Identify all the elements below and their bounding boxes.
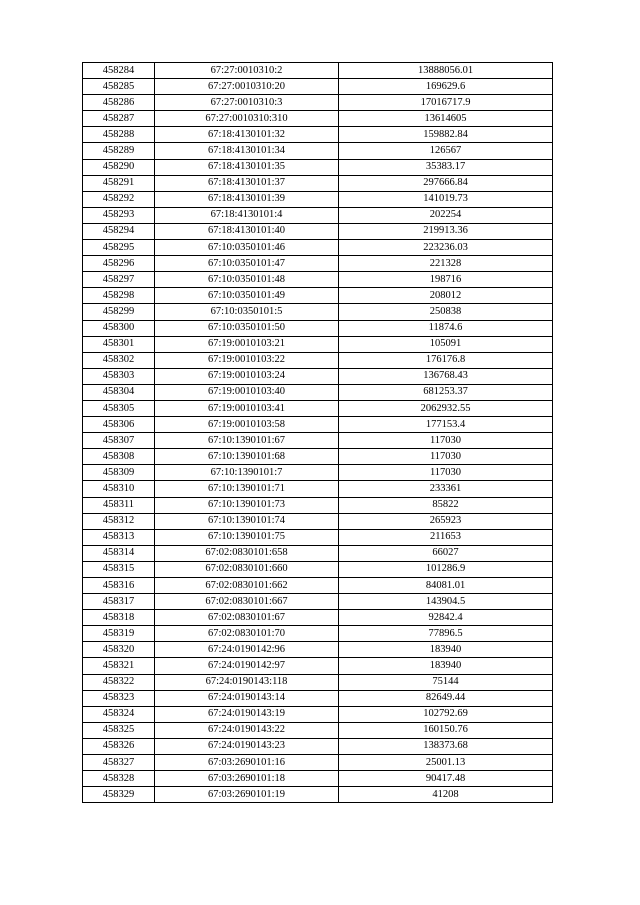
cadastral-number-cell: 67:27:0010310:310 xyxy=(155,111,339,127)
value-cell: 126567 xyxy=(339,143,553,159)
row-number-cell: 458310 xyxy=(83,481,155,497)
cadastral-number-cell: 67:10:1390101:71 xyxy=(155,481,339,497)
table-row xyxy=(83,272,553,288)
row-number-cell: 458316 xyxy=(83,578,155,594)
table-row xyxy=(83,738,553,754)
table-row xyxy=(83,690,553,706)
value-cell: 136768.43 xyxy=(339,368,553,384)
table-row xyxy=(83,191,553,207)
row-number-cell: 458319 xyxy=(83,626,155,642)
value-cell: 233361 xyxy=(339,481,553,497)
table-row xyxy=(83,304,553,320)
table-row xyxy=(83,722,553,738)
value-cell: 143904.5 xyxy=(339,594,553,610)
table-row xyxy=(83,755,553,771)
table-row xyxy=(83,336,553,352)
row-number-cell: 458302 xyxy=(83,352,155,368)
cadastral-number-cell: 67:10:0350101:46 xyxy=(155,240,339,256)
cadastral-number-cell: 67:27:0010310:3 xyxy=(155,95,339,111)
row-number-cell: 458299 xyxy=(83,304,155,320)
row-number-cell: 458301 xyxy=(83,336,155,352)
table-row xyxy=(83,529,553,545)
row-number-cell: 458291 xyxy=(83,175,155,191)
value-cell: 92842.4 xyxy=(339,610,553,626)
row-number-cell: 458314 xyxy=(83,545,155,561)
cadastral-number-cell: 67:24:0190143:23 xyxy=(155,738,339,754)
value-cell: 141019.73 xyxy=(339,191,553,207)
cadastral-number-cell: 67:24:0190142:97 xyxy=(155,658,339,674)
cadastral-number-cell: 67:02:0830101:662 xyxy=(155,578,339,594)
cadastral-number-cell: 67:10:0350101:48 xyxy=(155,272,339,288)
value-cell: 105091 xyxy=(339,336,553,352)
row-number-cell: 458312 xyxy=(83,513,155,529)
row-number-cell: 458300 xyxy=(83,320,155,336)
value-cell: 169629.6 xyxy=(339,79,553,95)
cadastral-number-cell: 67:02:0830101:70 xyxy=(155,626,339,642)
table-row xyxy=(83,159,553,175)
row-number-cell: 458309 xyxy=(83,465,155,481)
value-cell: 13888056.01 xyxy=(339,63,553,79)
cadastral-number-cell: 67:19:0010103:21 xyxy=(155,336,339,352)
table-row xyxy=(83,368,553,384)
cadastral-number-cell: 67:18:4130101:35 xyxy=(155,159,339,175)
cadastral-number-cell: 67:03:2690101:19 xyxy=(155,787,339,803)
cadastral-number-cell: 67:10:0350101:5 xyxy=(155,304,339,320)
cadastral-number-cell: 67:10:1390101:7 xyxy=(155,465,339,481)
row-number-cell: 458328 xyxy=(83,771,155,787)
row-number-cell: 458323 xyxy=(83,690,155,706)
value-cell: 265923 xyxy=(339,513,553,529)
value-cell: 101286.9 xyxy=(339,561,553,577)
row-number-cell: 458293 xyxy=(83,207,155,223)
row-number-cell: 458286 xyxy=(83,95,155,111)
table-row xyxy=(83,175,553,191)
row-number-cell: 458311 xyxy=(83,497,155,513)
table-row xyxy=(83,111,553,127)
row-number-cell: 458313 xyxy=(83,529,155,545)
cadastral-number-cell: 67:19:0010103:58 xyxy=(155,417,339,433)
value-cell: 211653 xyxy=(339,529,553,545)
value-cell: 160150.76 xyxy=(339,722,553,738)
table-row xyxy=(83,320,553,336)
cadastral-number-cell: 67:02:0830101:667 xyxy=(155,594,339,610)
row-number-cell: 458329 xyxy=(83,787,155,803)
value-cell: 208012 xyxy=(339,288,553,304)
cadastral-number-cell: 67:19:0010103:22 xyxy=(155,352,339,368)
row-number-cell: 458287 xyxy=(83,111,155,127)
row-number-cell: 458290 xyxy=(83,159,155,175)
value-cell: 117030 xyxy=(339,465,553,481)
table-row xyxy=(83,240,553,256)
row-number-cell: 458296 xyxy=(83,256,155,272)
table-row xyxy=(83,626,553,642)
table-row xyxy=(83,400,553,416)
row-number-cell: 458304 xyxy=(83,384,155,400)
value-cell: 183940 xyxy=(339,658,553,674)
row-number-cell: 458326 xyxy=(83,738,155,754)
row-number-cell: 458321 xyxy=(83,658,155,674)
row-number-cell: 458318 xyxy=(83,610,155,626)
value-cell: 117030 xyxy=(339,449,553,465)
table-row xyxy=(83,787,553,803)
value-cell: 2062932.55 xyxy=(339,400,553,416)
row-number-cell: 458322 xyxy=(83,674,155,690)
table-row xyxy=(83,465,553,481)
table-row xyxy=(83,481,553,497)
cadastral-number-cell: 67:10:1390101:68 xyxy=(155,449,339,465)
table-row xyxy=(83,706,553,722)
cadastral-number-cell: 67:10:1390101:75 xyxy=(155,529,339,545)
cadastral-number-cell: 67:27:0010310:2 xyxy=(155,63,339,79)
row-number-cell: 458284 xyxy=(83,63,155,79)
row-number-cell: 458315 xyxy=(83,561,155,577)
table-row xyxy=(83,143,553,159)
value-cell: 117030 xyxy=(339,433,553,449)
cadastral-number-cell: 67:18:4130101:37 xyxy=(155,175,339,191)
row-number-cell: 458307 xyxy=(83,433,155,449)
value-cell: 681253.37 xyxy=(339,384,553,400)
value-cell: 202254 xyxy=(339,207,553,223)
row-number-cell: 458327 xyxy=(83,755,155,771)
cadastral-number-cell: 67:18:4130101:39 xyxy=(155,191,339,207)
cadastral-number-cell: 67:18:4130101:32 xyxy=(155,127,339,143)
value-cell: 90417.48 xyxy=(339,771,553,787)
value-cell: 183940 xyxy=(339,642,553,658)
value-cell: 13614605 xyxy=(339,111,553,127)
cadastral-number-cell: 67:10:1390101:74 xyxy=(155,513,339,529)
cadastral-number-cell: 67:19:0010103:40 xyxy=(155,384,339,400)
value-cell: 75144 xyxy=(339,674,553,690)
table-row xyxy=(83,658,553,674)
row-number-cell: 458295 xyxy=(83,240,155,256)
row-number-cell: 458297 xyxy=(83,272,155,288)
cadastral-number-cell: 67:19:0010103:24 xyxy=(155,368,339,384)
value-cell: 25001.13 xyxy=(339,755,553,771)
table-row xyxy=(83,63,553,79)
row-number-cell: 458308 xyxy=(83,449,155,465)
cadastral-number-cell: 67:27:0010310:20 xyxy=(155,79,339,95)
value-cell: 17016717.9 xyxy=(339,95,553,111)
value-cell: 102792.69 xyxy=(339,706,553,722)
table-row xyxy=(83,578,553,594)
table-row xyxy=(83,417,553,433)
cadastral-number-cell: 67:24:0190143:118 xyxy=(155,674,339,690)
value-cell: 35383.17 xyxy=(339,159,553,175)
table-row xyxy=(83,771,553,787)
table-row xyxy=(83,79,553,95)
row-number-cell: 458298 xyxy=(83,288,155,304)
table-row xyxy=(83,433,553,449)
cadastral-number-cell: 67:10:0350101:47 xyxy=(155,256,339,272)
table-row xyxy=(83,497,553,513)
cadastral-number-cell: 67:10:1390101:73 xyxy=(155,497,339,513)
row-number-cell: 458289 xyxy=(83,143,155,159)
table-body xyxy=(83,63,553,803)
table-row xyxy=(83,610,553,626)
value-cell: 41208 xyxy=(339,787,553,803)
cadastral-number-cell: 67:10:0350101:50 xyxy=(155,320,339,336)
table-row xyxy=(83,513,553,529)
value-cell: 84081.01 xyxy=(339,578,553,594)
cadastral-number-cell: 67:24:0190143:14 xyxy=(155,690,339,706)
row-number-cell: 458285 xyxy=(83,79,155,95)
table-row xyxy=(83,127,553,143)
table-row xyxy=(83,449,553,465)
value-cell: 159882.84 xyxy=(339,127,553,143)
value-cell: 223236.03 xyxy=(339,240,553,256)
row-number-cell: 458294 xyxy=(83,223,155,239)
row-number-cell: 458288 xyxy=(83,127,155,143)
value-cell: 138373.68 xyxy=(339,738,553,754)
cadastral-number-cell: 67:18:4130101:34 xyxy=(155,143,339,159)
value-cell: 250838 xyxy=(339,304,553,320)
table-row xyxy=(83,594,553,610)
row-number-cell: 458324 xyxy=(83,706,155,722)
value-cell: 11874.6 xyxy=(339,320,553,336)
value-cell: 177153.4 xyxy=(339,417,553,433)
cadastral-number-cell: 67:24:0190143:22 xyxy=(155,722,339,738)
value-cell: 176176.8 xyxy=(339,352,553,368)
row-number-cell: 458306 xyxy=(83,417,155,433)
table-row xyxy=(83,288,553,304)
value-cell: 221328 xyxy=(339,256,553,272)
cadastral-number-cell: 67:02:0830101:660 xyxy=(155,561,339,577)
row-number-cell: 458305 xyxy=(83,400,155,416)
table-row xyxy=(83,223,553,239)
cadastral-value-table xyxy=(82,62,553,803)
cadastral-number-cell: 67:02:0830101:67 xyxy=(155,610,339,626)
cadastral-number-cell: 67:02:0830101:658 xyxy=(155,545,339,561)
table-row xyxy=(83,95,553,111)
row-number-cell: 458303 xyxy=(83,368,155,384)
value-cell: 297666.84 xyxy=(339,175,553,191)
table-row xyxy=(83,384,553,400)
value-cell: 219913.36 xyxy=(339,223,553,239)
cadastral-number-cell: 67:24:0190143:19 xyxy=(155,706,339,722)
table-row xyxy=(83,561,553,577)
table-row xyxy=(83,642,553,658)
cadastral-number-cell: 67:03:2690101:18 xyxy=(155,771,339,787)
table-row xyxy=(83,674,553,690)
value-cell: 198716 xyxy=(339,272,553,288)
table-row xyxy=(83,256,553,272)
cadastral-number-cell: 67:18:4130101:4 xyxy=(155,207,339,223)
value-cell: 82649.44 xyxy=(339,690,553,706)
row-number-cell: 458317 xyxy=(83,594,155,610)
cadastral-number-cell: 67:10:1390101:67 xyxy=(155,433,339,449)
table-row xyxy=(83,207,553,223)
table-row xyxy=(83,545,553,561)
cadastral-number-cell: 67:10:0350101:49 xyxy=(155,288,339,304)
value-cell: 66027 xyxy=(339,545,553,561)
cadastral-number-cell: 67:24:0190142:96 xyxy=(155,642,339,658)
cadastral-number-cell: 67:19:0010103:41 xyxy=(155,400,339,416)
value-cell: 77896.5 xyxy=(339,626,553,642)
cadastral-number-cell: 67:18:4130101:40 xyxy=(155,223,339,239)
value-cell: 85822 xyxy=(339,497,553,513)
row-number-cell: 458320 xyxy=(83,642,155,658)
cadastral-number-cell: 67:03:2690101:16 xyxy=(155,755,339,771)
row-number-cell: 458292 xyxy=(83,191,155,207)
row-number-cell: 458325 xyxy=(83,722,155,738)
table-row xyxy=(83,352,553,368)
